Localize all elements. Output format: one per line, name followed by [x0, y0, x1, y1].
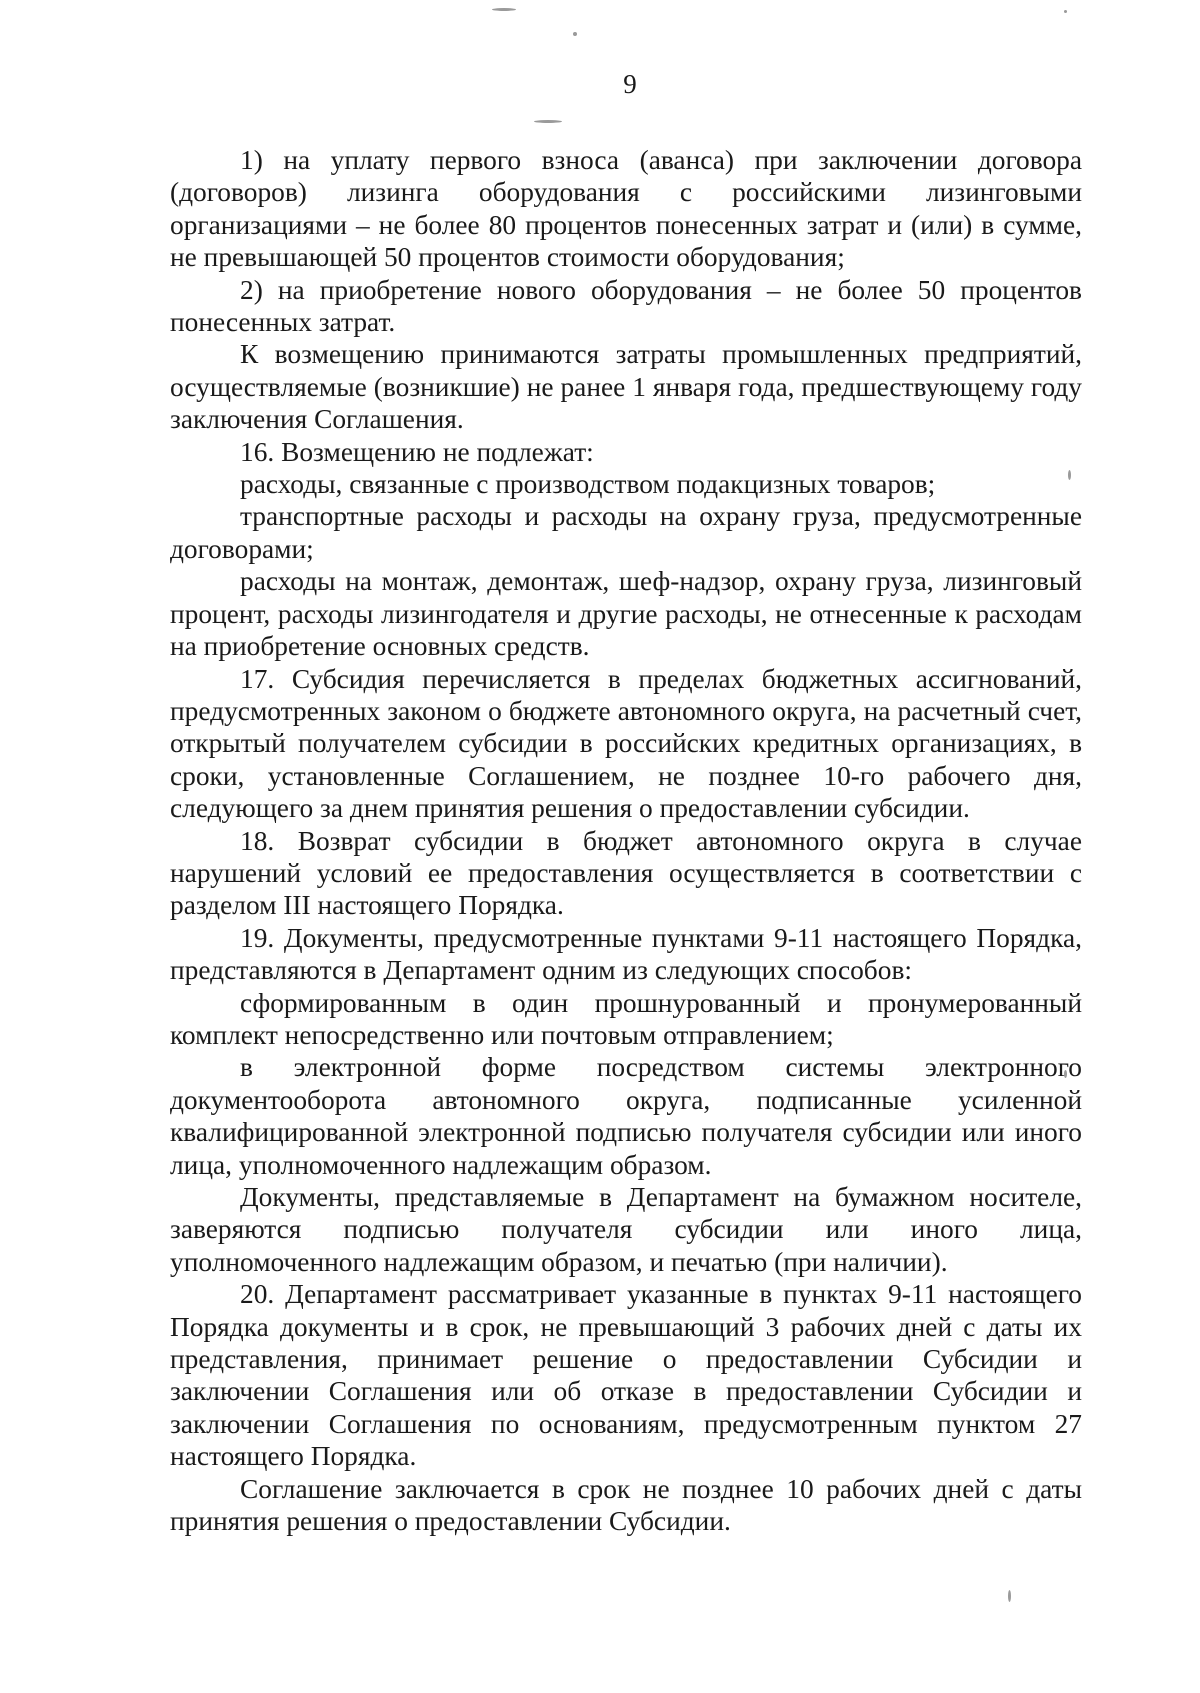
paragraph-clause-16: 16. Возмещению не подлежат: — [240, 436, 594, 467]
paragraph-paper-certification: Документы, представляемые в Департамент на бумажном носителе, заверяются подписью получателя субсидии или иного лица, уполномоченного надлежащим образом, и печатью (при наличии). — [170, 1182, 1082, 1277]
paragraph-paper-submission: сформированным в один прошнурованный и пронумерованный комплект непосредственно или почтовым отправлением; — [170, 987, 1082, 1050]
paragraph-excise-goods: расходы, связанные с производством подакцизных товаров; — [240, 469, 936, 500]
paragraph-clause-17: 17. Субсидия перечисляется в пределах бюджетных ассигнований, предусмотренных законом о бюджете автономного округа, на расчетный счет, открытый получателем субсидии в российских кредитных организациях, в сроки, установленные Соглашением, не позднее 10-го рабочего дня, следующего за днем принятия решения о предоставлении субсидии. — [170, 663, 1082, 824]
scan-speck — [492, 8, 516, 11]
scan-speck — [573, 32, 577, 36]
paragraph-installation-costs: расходы на монтаж, демонтаж, шеф-надзор, охрану груза, лизинговый процент, расходы лизингодателя и другие расходы, не отнесенные к расходам на приобретение основных средств. — [170, 566, 1082, 662]
paragraph-electronic-submission: в электронной форме посредством системы электронного документооборота автономного округа, подписанные усиленной квалифицированной электронной подписью получателя субсидии или иного лица, уполномоченного надлежащим образом. — [170, 1052, 1082, 1180]
paragraph-reimbursable-costs: К возмещению принимаются затраты промышленных предприятий, осуществляемые (возникшие) не ранее 1 января года, предшествующему году заключения Соглашения. — [170, 339, 1082, 435]
paragraph-item-2-new-equipment: 2) на приобретение нового оборудования – не более 50 процентов понесенных затрат. — [170, 274, 1082, 338]
page-number: 9 — [623, 69, 637, 99]
paragraph-clause-19: 19. Документы, предусмотренные пунктами 9-11 настоящего Порядка, представляются в Департамент одним из следующих способов: — [170, 922, 1082, 986]
paragraph-agreement-term: Соглашение заключается в срок не позднее 10 рабочих дней с даты принятия решения о предоставлении Субсидии. — [170, 1473, 1082, 1537]
paragraph-transport-costs: транспортные расходы и расходы на охрану груза, предусмотренные договорами; — [170, 501, 1082, 564]
paragraph-clause-18: 18. Возврат субсидии в бюджет автономного округа в случае нарушений условий ее предоставления осуществляется в соответствии с разделом III настоящего Порядка. — [170, 825, 1082, 921]
document-body — [170, 144, 1082, 1537]
paragraph-clause-20: 20. Департамент рассматривает указанные в пунктах 9-11 настоящего Порядка документы и в срок, не превышающий 3 рабочих дней с даты их представления, принимает решение о предоставлении Субсидии и заключении Соглашения или об отказе в предоставлении Субсидии и заключении Соглашения по основаниям, предусмотренным пунктом 27 настоящего Порядка. — [170, 1279, 1082, 1472]
paragraph-item-1-advance-payment: 1) на уплату первого взноса (аванса) при заключении договора (договоров) лизинга оборудования с российскими лизинговыми организациями – не более 80 процентов понесенных затрат и (или) в сумме, не превышающей 50 процентов стоимости оборудования; — [170, 145, 1082, 273]
scan-speck — [1064, 10, 1067, 13]
scan-speck — [1008, 1590, 1011, 1602]
scan-speck — [534, 120, 562, 123]
